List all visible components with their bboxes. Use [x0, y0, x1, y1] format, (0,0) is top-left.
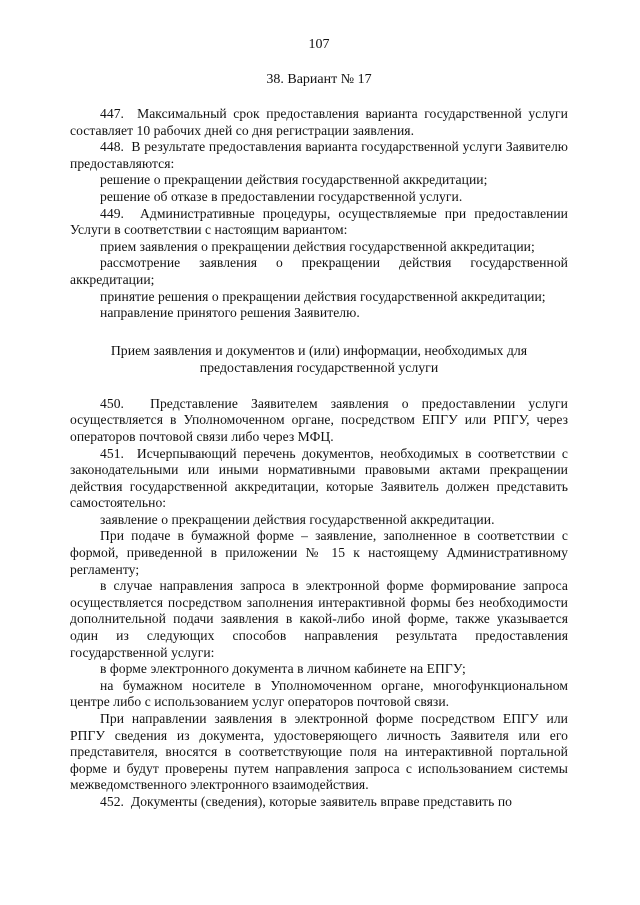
list-item: прием заявления о прекращении действия государственной аккредитации;	[100, 238, 535, 254]
paragraph: При подаче в бумажной форме – заявление, заполненное в соответствии с формой, приведенной в приложении № 15 к настоящему Административному регламенту;	[70, 528, 568, 577]
paragraph-450: 450. Представление Заявителем заявления о предоставлении услуги осуществляется в Уполномоченном органе, посредством ЕПГУ или РПГУ, через операторов почтовой связи либо через МФЦ.	[70, 395, 568, 444]
paragraph-448: 448. В результате предоставления варианта государственной услуги Заявителю предоставляются:	[70, 139, 568, 171]
list-item: направление принятого решения Заявителю.	[100, 305, 360, 321]
page-number: 107	[308, 37, 330, 52]
list-item: рассмотрение заявления о прекращении действия государственной аккредитации;	[70, 255, 568, 287]
paragraph: При направлении заявления в электронной форме посредством ЕПГУ или РПГУ сведения из документа, удостоверяющего личность Заявителя или его представителя, вносятся в соответствующие поля на интерактивной портальной форме и будут проверены путем направления запроса с использованием системы межведомственного электронного взаимодействия.	[70, 711, 568, 793]
paragraph-447: 447. Максимальный срок предоставления варианта государственной услуги составляет 10 рабочих дней со дня регистрации заявления.	[70, 106, 568, 138]
paragraph: в случае направления запроса в электронной форме формирование запроса осуществляется посредством заполнения интерактивной формы без необходимости дополнительной подачи заявления в какой-либо иной форме, также указывается один из следующих способов направления результата предоставления государственной услуги:	[70, 578, 568, 660]
list-item: решение об отказе в предоставлении государственной услуги.	[100, 188, 463, 204]
section-title: 38. Вариант № 17	[266, 72, 372, 87]
paragraph-451: 451. Исчерпывающий перечень документов, необходимых в соответствии с законодательными или иными нормативными правовыми актами прекращении действия государственной аккредитации, которые Заявитель должен представить самостоятельно:	[70, 445, 568, 511]
paragraph-452: 452. Документы (сведения), которые заявитель вправе представить по	[100, 793, 513, 809]
subsection-title: Прием заявления и документов и (или) информации, необходимых для предоставления государственной услуги	[110, 342, 528, 375]
list-item: решение о прекращении действия государственной аккредитации;	[100, 172, 488, 188]
paragraph-449: 449. Административные процедуры, осуществляемые при предоставлении Услуги в соответствии с настоящим вариантом:	[70, 205, 568, 238]
list-item: в форме электронного документа в личном кабинете на ЕПГУ;	[100, 661, 466, 677]
list-item: заявление о прекращении действия государственной аккредитации.	[100, 511, 495, 527]
top-paragraphs	[70, 106, 568, 322]
list-item: на бумажном носителе в Уполномоченном органе, многофункциональном центре либо с использованием услуг операторов почтовой связи.	[70, 677, 568, 710]
bottom-paragraphs	[70, 396, 568, 811]
list-item: принятие решения о прекращении действия государственной аккредитации;	[100, 288, 546, 304]
document-page	[70, 30, 568, 811]
